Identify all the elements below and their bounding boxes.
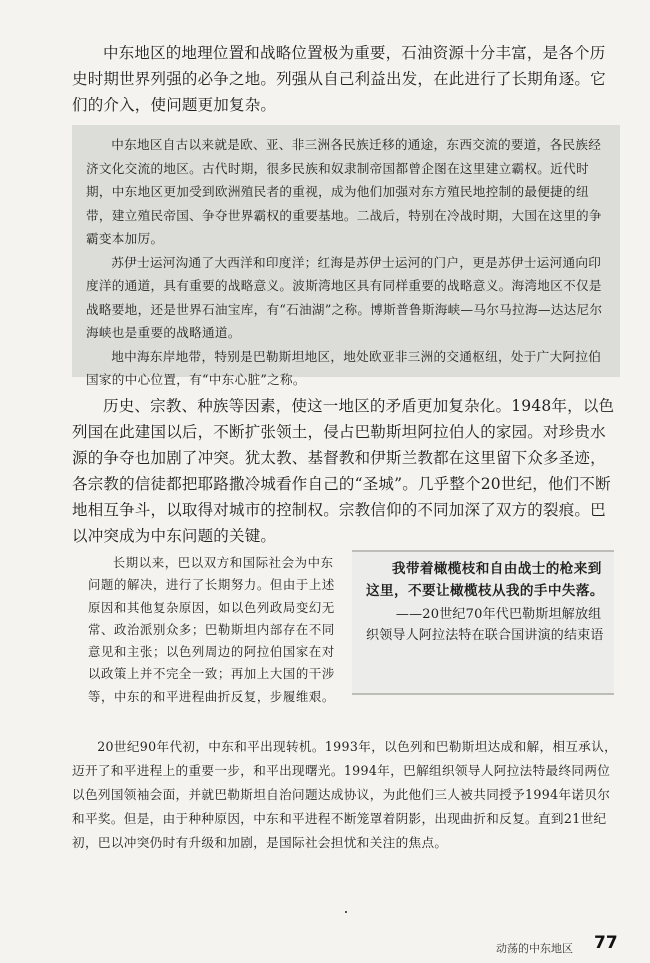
history-paragraph: 历史、宗教、种族等因素，使这一地区的矛盾更加复杂化。1948年，以色列国在此建国以后，不断扩张领土，侵占巴勒斯坦阿拉伯人的家园。对珍贵水源的争夺也加剧了冲突。犹太教、基督教和伊斯兰教都在这里留下众多圣迹，各宗教的信徒都把耶路撒冷城看作自己的“圣城”。几乎整个20世纪，他们不断地相互争斗，以取得对城市的控制权。宗教信仰的不同加深了双方的裂痕。巴以冲突成为中东问题的关键。 [72,397,615,545]
side-note: 长期以来，巴以双方和国际社会为中东问题的解决，进行了长期努力。但由于上述原因和其他复杂原因，如以色列政局变幻无常、政治派别众多；巴勒斯坦内部存在不同意见和主张；以色列周边的阿拉伯国家在对以政策上并不完全一致；再加上大国的干涉等，中东的和平进程曲折反复，步履维艰。 [88,555,335,704]
page-number: 77 [594,933,618,953]
intro-paragraph: 中东地区的地理位置和战略位置极为重要，石油资源十分丰富，是各个历史时期世界列强的必争之地。列强从自己利益出发，在此进行了长期角逐。它们的介入，使问题更加复杂。 [72,44,606,114]
quote-box [352,550,614,695]
info-box-paragraph-2: 苏伊士运河沟通了大西洋和印度洋；红海是苏伊士运河的门户，更是苏伊士运河通向印度洋的通道，具有重要的战略意义。波斯湾地区具有同样重要的战略意义。海湾地区不仅是战略要地，还是世界石油宝库，有“石油湖”之称。博斯普鲁斯海峡—马尔马拉海—达达尼尔海峡也是重要的战略通道。 [86,254,603,340]
quote-source: ——20世纪70年代巴勒斯坦解放组织领导人阿拉法特在联合国讲演的结束语 [366,607,604,643]
info-box-paragraph-1: 中东地区自古以来就是欧、亚、非三洲各民族迁移的通途，东西交流的要道，各民族经济文化交流的地区。古代时期，很多民族和奴隶制帝国都曾企图在这里建立霸权。近代时期，中东地区更加受到欧洲殖民者的重视，成为他们加强对东方殖民地控制的最便捷的纽带，建立殖民帝国、争夺世界霸权的重要基地。二战后，特别在冷战时期，大国在这里的争霸变本加厉。 [86,137,602,246]
lower-paragraph: 20世纪90年代初，中东和平出现转机。1993年，以色列和巴勒斯坦达成和解，相互承认，迈开了和平进程上的重要一步，和平出现曙光。1994年，巴解组织领导人阿拉法特最终同两位以色列国领袖会面，并就巴勒斯坦自治问题达成协议，为此他们三人被共同授予1994年诺贝尔和平奖。但是，由于种种原因，中东和平进程不断笼罩着阴影，出现曲折和反复。直到21世纪初，巴以冲突仍时有升级和加剧，是国际社会担忧和关注的焦点。 [72,739,618,850]
info-box-paragraph-3: 地中海东岸地带，特别是巴勒斯坦地区，地处欧亚非三洲的交通枢纽，处于广大阿拉伯国家的中心位置，有“中东心脏”之称。 [86,348,602,387]
chapter-label: 动荡的中东地区 [496,942,573,955]
print-dot [345,911,347,913]
quote-text: 我带着橄榄枝和自由战士的枪来到这里，不要让橄榄枝从我的手中失落。 [366,561,604,599]
info-box [72,125,620,387]
